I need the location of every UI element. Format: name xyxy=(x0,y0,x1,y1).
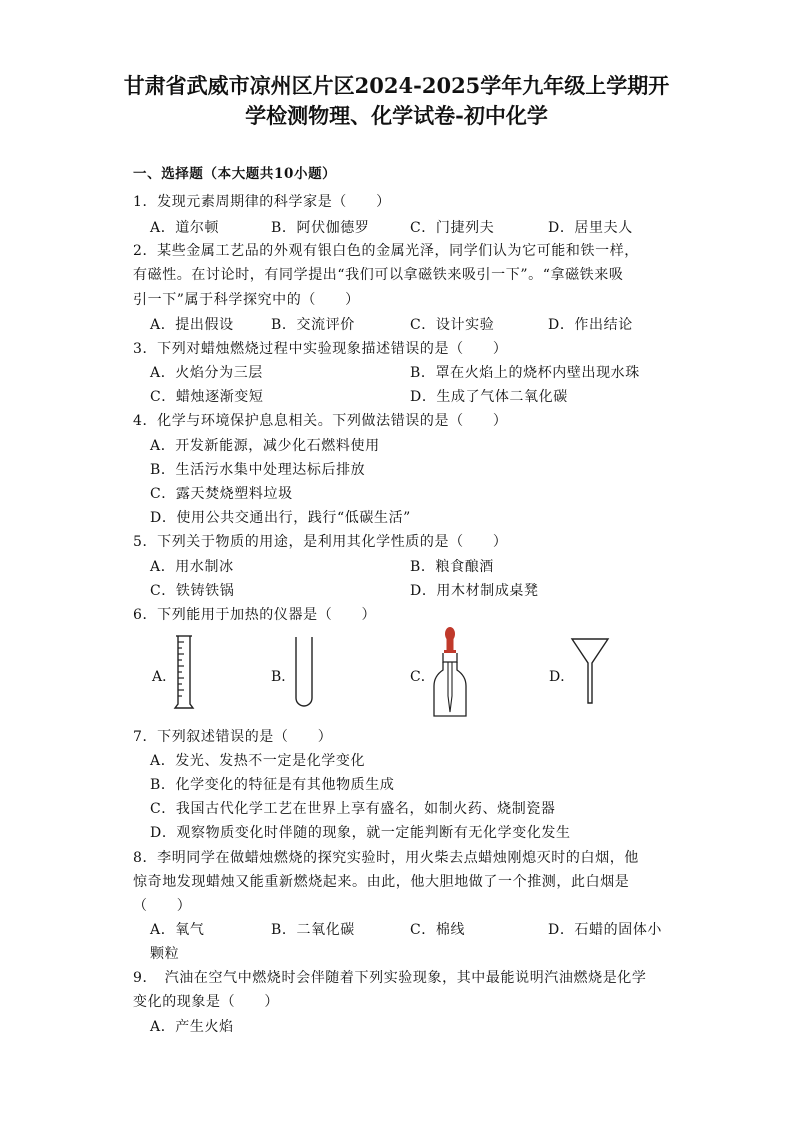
q3-option-b: B．罩在火焰上的烧杯内壁出现水珠 xyxy=(410,365,640,381)
q1-stem: 1．发现元素周期律的科学家是（ ） xyxy=(133,194,391,210)
q6-option-d: D． xyxy=(549,669,575,685)
funnel-icon xyxy=(570,637,610,705)
q2-stem-2: 有磁性。在讨论时，有同学提出“我们可以拿磁铁来吸引一下”。“拿磁铁来吸 xyxy=(133,267,624,283)
q3-option-c: C．蜡烛逐渐变短 xyxy=(150,389,264,405)
doc-title-line1: 甘肃省武威市凉州区片区2024-2025学年九年级上学期开 xyxy=(123,73,670,98)
q6-option-b: B． xyxy=(271,669,296,685)
q3-option-a: A．火焰分为三层 xyxy=(150,365,263,381)
q4-option-d: D．使用公共交通出行，践行“低碳生活” xyxy=(150,510,411,526)
q5-option-d: D．用木材制成桌凳 xyxy=(410,583,539,599)
q3-stem: 3．下列对蜡烛燃烧过程中实验现象描述错误的是（ ） xyxy=(133,341,508,357)
q7-stem: 7．下列叙述错误的是（ ） xyxy=(133,729,333,745)
q2-stem-3: 引一下”属于科学探究中的（ ） xyxy=(133,292,360,308)
q9-stem-1: 9． 汽油在空气中燃烧时会伴随着下列实验现象，其中最能说明汽油燃烧是化学 xyxy=(133,970,647,986)
q7-option-b: B．化学变化的特征是有其他物质生成 xyxy=(150,777,395,793)
q2-stem-1: 2．某些金属工艺品的外观有银白色的金属光泽，同学们认为它可能和铁一样， xyxy=(133,243,639,259)
q6-option-a: A． xyxy=(152,669,177,685)
q4-stem: 4．化学与环境保护息息相关。下列做法错误的是（ ） xyxy=(133,413,508,429)
q4-option-b: B．生活污水集中处理达标后排放 xyxy=(150,462,366,478)
q1-option-c: C．门捷列夫 xyxy=(410,220,495,236)
q8-stem-3: （ ） xyxy=(133,898,192,914)
q8-option-d: D．石蜡的固体小 xyxy=(548,922,663,938)
q3-option-d: D．生成了气体二氧化碳 xyxy=(410,389,568,405)
q7-option-d: D．观察物质变化时伴随的现象，就一定能判断有无化学变化发生 xyxy=(150,825,571,841)
q6-option-c: C． xyxy=(410,669,435,685)
q4-option-a: A．开发新能源，减少化石燃料使用 xyxy=(150,438,380,454)
doc-title-line2: 学检测物理、化学试卷-初中化学 xyxy=(245,103,548,128)
q2-option-d: D．作出结论 xyxy=(548,317,633,333)
q7-option-a: A．发光、发热不一定是化学变化 xyxy=(150,753,366,769)
q2-option-c: C．设计实验 xyxy=(410,317,495,333)
q8-option-a: A．氧气 xyxy=(150,922,205,938)
q9-option-a: A．产生火焰 xyxy=(150,1019,234,1035)
q5-option-b: B．粮食酿酒 xyxy=(410,559,494,575)
q8-option-b: B．二氧化碳 xyxy=(271,922,355,938)
q1-option-a: A．道尔顿 xyxy=(150,220,220,236)
q2-option-a: A．提出假设 xyxy=(150,317,234,333)
q2-option-b: B．交流评价 xyxy=(271,317,355,333)
dropper-bottle-icon xyxy=(430,626,470,720)
graduated-cylinder-icon xyxy=(172,634,196,710)
q8-stem-2: 惊奇地发现蜡烛又能重新燃烧起来。由此，他大胆地做了一个推测，此白烟是 xyxy=(133,874,630,890)
q7-option-c: C．我国古代化学工艺在世界上享有盛名，如制火药、烧制瓷器 xyxy=(150,801,556,817)
q5-stem: 5．下列关于物质的用途，是利用其化学性质的是（ ） xyxy=(133,534,508,550)
section-heading: 一、选择题（本大题共10小题） xyxy=(133,166,337,182)
q1-option-d: D．居里夫人 xyxy=(548,220,633,236)
q5-option-a: A．用水制冰 xyxy=(150,559,234,575)
q4-option-c: C．露天焚烧塑料垃圾 xyxy=(150,486,293,502)
q1-option-b: B．阿伏伽德罗 xyxy=(271,220,370,236)
q8-option-c: C．棉线 xyxy=(410,922,466,938)
q5-option-c: C．铁铸铁锅 xyxy=(150,583,235,599)
q9-stem-2: 变化的现象是（ ） xyxy=(133,994,279,1010)
q6-stem: 6．下列能用于加热的仪器是（ ） xyxy=(133,607,377,623)
q8-option-d-cont: 颗粒 xyxy=(150,946,180,962)
q8-stem-1: 8．李明同学在做蜡烛燃烧的探究实验时，用火柴去点蜡烛刚熄灭时的白烟，他 xyxy=(133,850,639,866)
test-tube-icon xyxy=(292,636,316,710)
